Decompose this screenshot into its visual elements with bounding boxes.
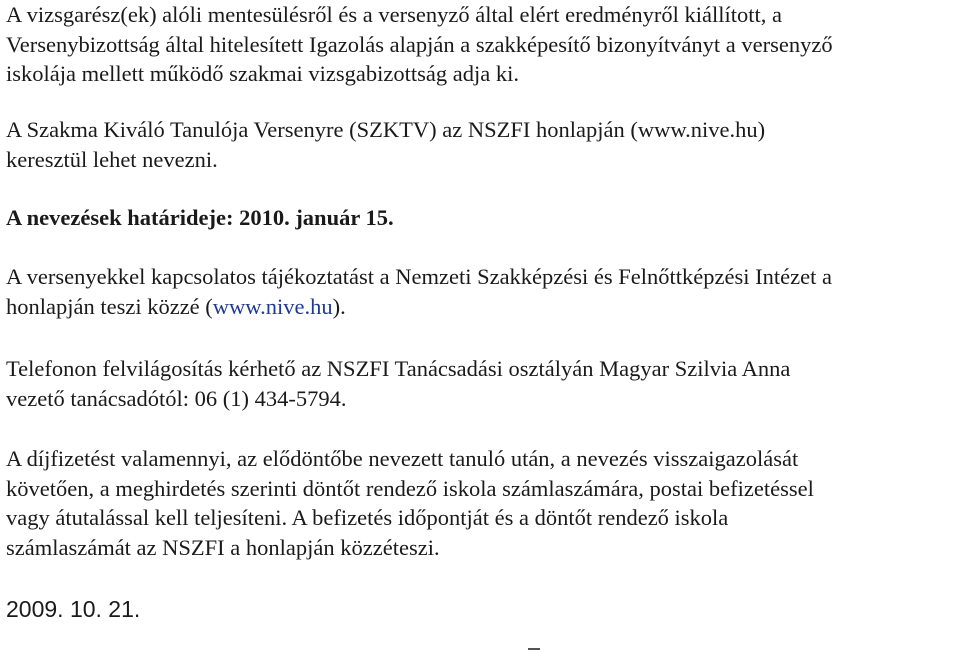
text-line: A versenyekkel kapcsolatos tájékoztatást a Nemzeti Szakképzési és Felnőttképzési Intézet a xyxy=(6,264,832,289)
paragraph-deadline xyxy=(6,203,394,233)
nive-link[interactable]: www.nive.hu xyxy=(212,293,333,319)
text-line: keresztül lehet nevezni. xyxy=(6,146,218,172)
text-line: számlaszámát az NSZFI a honlapján közzéteszi. xyxy=(6,534,440,560)
text-line: A vizsgarész(ek) alóli mentesülésről és a versenyző által elért eredményről kiállított, a xyxy=(6,2,782,27)
page-footer-dash xyxy=(528,648,540,650)
text-line: Telefonon felvilágosítás kérhető az NSZFI Tanácsadási osztályán Magyar Szilvia Anna xyxy=(6,356,791,381)
paragraph-phone xyxy=(6,354,790,413)
text-line: iskolája mellett működő szakmai vizsgabizottság adja ki. xyxy=(6,61,519,86)
text-line: követően, a meghirdetés szerinti döntőt rendező iskola számlaszámára, postai befizetéssel xyxy=(6,475,814,501)
text-line: Versenybizottság által hitelesített Igazolás alapján a szakképesítő bizonyítványt a versenyző xyxy=(6,31,833,57)
text-fragment: honlapján teszi közzé ( xyxy=(6,293,213,319)
deadline-text: A nevezések határideje: 2010. január 15. xyxy=(6,205,394,230)
paragraph-information xyxy=(6,262,832,321)
text-line: vagy átutalással kell teljesíteni. A befizetés időpontját és a döntőt rendező iskola xyxy=(6,505,729,530)
paragraph-registration xyxy=(6,115,765,174)
text-line: A Szakma Kiváló Tanulója Versenyre (SZKTV) az NSZFI honlapján (www.nive.hu) xyxy=(6,117,766,142)
text-line: vezető tanácsadótól: 06 (1) 434-5794. xyxy=(6,385,347,411)
paragraph-exemption xyxy=(6,0,833,89)
text-line: A díjfizetést valamennyi, az elődöntőbe nevezett tanuló után, a nevezés visszaigazolását xyxy=(6,446,799,471)
document-date: 2009. 10. 21. xyxy=(6,596,141,622)
text-line-with-link xyxy=(6,292,832,322)
paragraph-payment xyxy=(6,444,814,562)
text-fragment: ). xyxy=(332,293,346,319)
